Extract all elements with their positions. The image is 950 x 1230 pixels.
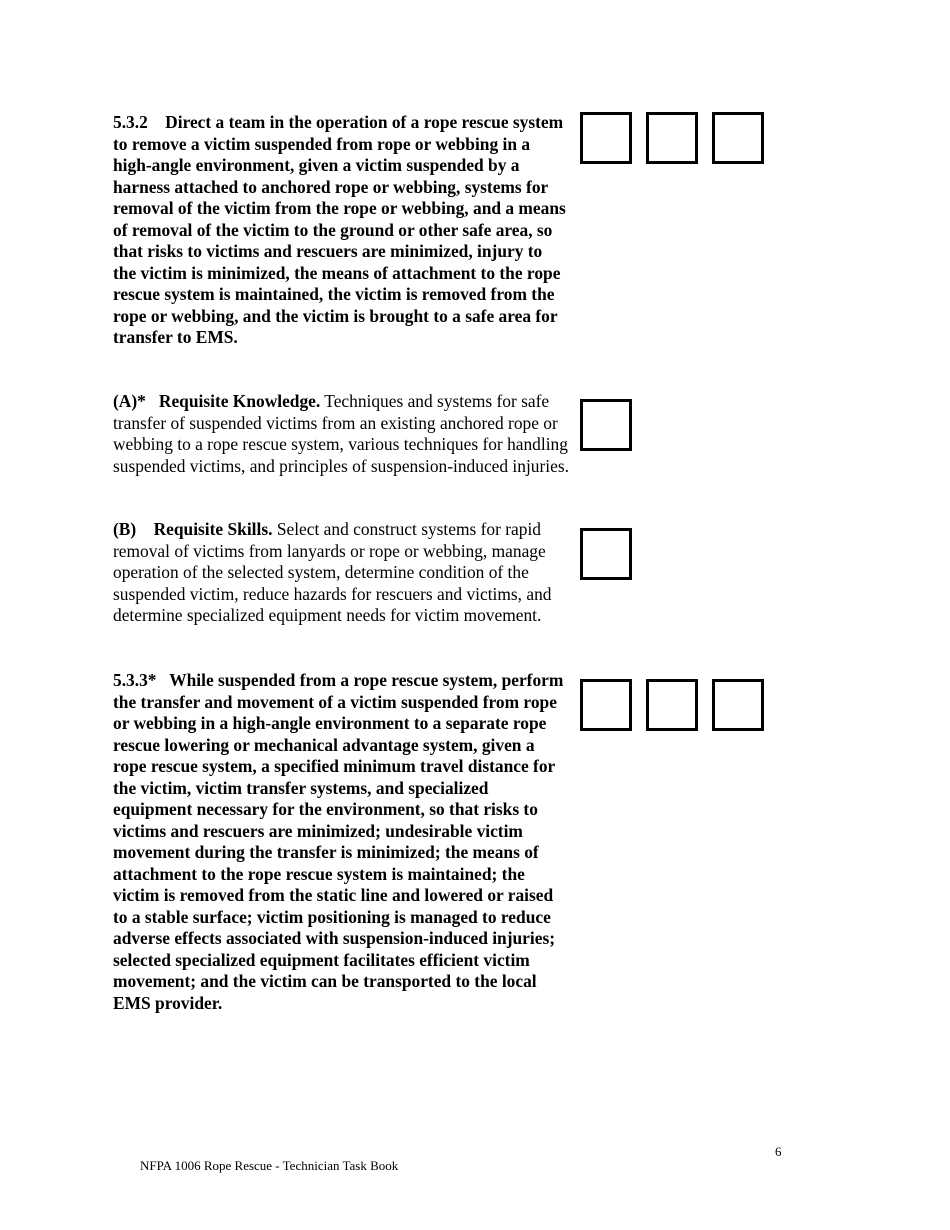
item-letter: (A)*: [113, 391, 146, 411]
section-text: Direct a team in the operation of a rope rescue system to remove a victim suspended from rope or webbing in a high-angle environment, given a victim suspended by a harness attached to anchored rope or webbing, systems for removal of the victim from the rope or webbing, and a means of removal of the victim to the ground or other safe area, so that risks to victims and rescuers are minimized, injury to the victim is minimized, the means of attachment to the rope rescue system is maintained, the victim is removed from the rope or webbing, and the victim is brought to a safe area for transfer to EMS.: [113, 112, 566, 347]
requisite-skills: [113, 519, 569, 627]
section-5-3-2: [113, 112, 569, 349]
item-letter: (B): [113, 519, 137, 539]
item-heading: Requisite Skills.: [153, 519, 273, 539]
signoff-checkbox[interactable]: [580, 112, 632, 164]
section-text: While suspended from a rope rescue system, perform the transfer and movement of a victim suspended from rope or webbing in a high-angle environment to a separate rope rescue lowering or mechanical advantage system, given a rope rescue system, a specified minimum travel distance for the victim, victim transfer systems, and specialized equipment necessary for the environment, so that risks to victims and rescuers are minimized; undesirable victim movement during the transfer is minimized; the means of attachment to the rope rescue system is maintained; the victim is removed from the static line and lowered or raised to a stable surface; victim positioning is managed to reduce adverse effects associated with suspension-induced injuries; selected specialized equipment facilitates efficient victim movement; and the victim can be transported to the local EMS provider.: [113, 670, 564, 1013]
requisite-knowledge: [113, 391, 569, 477]
checkbox-group-5-3-3: [580, 679, 764, 731]
signoff-checkbox[interactable]: [712, 112, 764, 164]
signoff-checkbox[interactable]: [646, 679, 698, 731]
page-number: 6: [775, 1144, 782, 1159]
signoff-checkbox[interactable]: [646, 112, 698, 164]
page-footer: NFPA 1006 Rope Rescue - Technician Task Book: [140, 1158, 399, 1173]
item-text: Techniques and systems for safe transfer of suspended victims from an existing anchored rope or webbing to a rope rescue system, various techniques for handling suspended victims, and principles of suspension-induced injuries.: [113, 391, 569, 476]
section-5-3-3: [113, 670, 569, 1014]
item-text: Select and construct systems for rapid removal of victims from lanyards or rope or webbing, manage operation of the selected system, determine condition of the suspended victim, reduce hazards for rescuers and victims, and determine specialized equipment needs for victim movement.: [113, 519, 552, 625]
section-number: 5.3.3*: [113, 670, 157, 690]
checkbox-group-5-3-2: [580, 112, 764, 164]
signoff-checkbox[interactable]: [580, 399, 632, 451]
checkbox-group-a: [580, 399, 632, 451]
checkbox-group-b: [580, 528, 632, 580]
item-heading: Requisite Knowledge.: [158, 391, 321, 411]
signoff-checkbox[interactable]: [580, 528, 632, 580]
signoff-checkbox[interactable]: [712, 679, 764, 731]
signoff-checkbox[interactable]: [580, 679, 632, 731]
section-number: 5.3.2: [113, 112, 148, 132]
